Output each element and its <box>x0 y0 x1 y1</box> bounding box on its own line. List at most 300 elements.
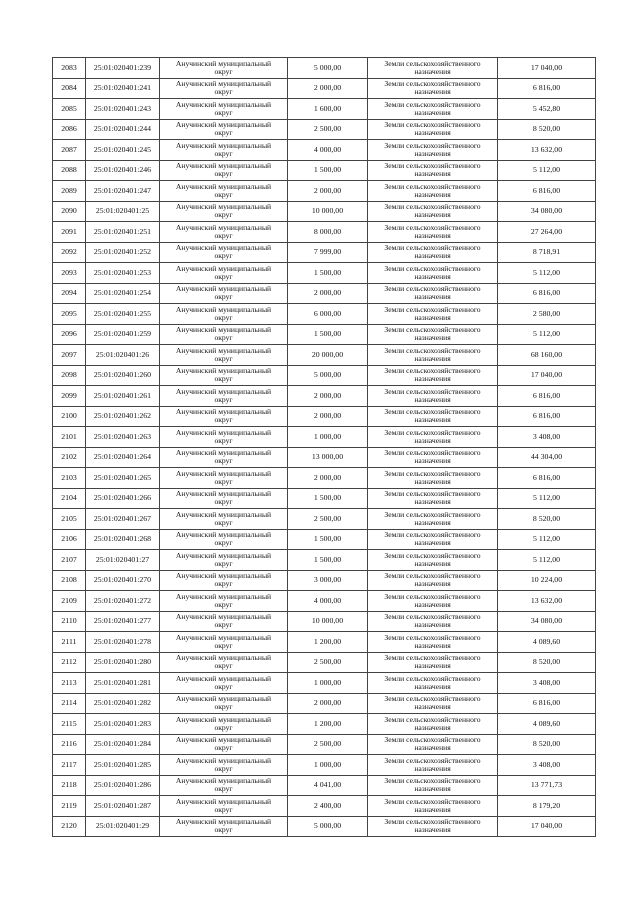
cadastral-value-cell: 6 816,00 <box>498 386 596 407</box>
row-number-cell: 2084 <box>53 78 86 99</box>
district-line-1: Анучинский муниципальный <box>175 140 272 150</box>
area-cell: 10 000,00 <box>288 611 368 632</box>
district-cell <box>160 632 288 653</box>
district-line-2: округ <box>214 415 233 425</box>
category-line-2: назначения <box>414 87 451 97</box>
district-line-2: округ <box>214 435 233 445</box>
category-line-2: назначения <box>414 517 451 527</box>
district-cell <box>160 324 288 345</box>
category-line-1: Земли сельскохозяйственного <box>384 386 481 396</box>
category-line-2: назначения <box>414 763 451 773</box>
cadastral-value-cell: 34 080,00 <box>498 201 596 222</box>
row-number-cell: 2115 <box>53 714 86 735</box>
district-line-2: округ <box>214 312 233 322</box>
table-row <box>53 468 596 489</box>
category-line-2: назначения <box>414 640 451 650</box>
row-number-cell: 2085 <box>53 99 86 120</box>
category-line-1: Земли сельскохозяйственного <box>384 755 481 765</box>
cadastral-number-cell: 25:01:020401:267 <box>86 509 160 530</box>
cadastral-value-cell: 6 816,00 <box>498 693 596 714</box>
cadastral-number-cell: 25:01:020401:26 <box>86 345 160 366</box>
row-number-cell: 2092 <box>53 242 86 263</box>
category-line-2: назначения <box>414 374 451 384</box>
land-category-cell <box>368 714 498 735</box>
row-number-cell: 2101 <box>53 427 86 448</box>
table-row <box>53 632 596 653</box>
district-cell <box>160 181 288 202</box>
district-line-2: округ <box>214 661 233 671</box>
district-cell <box>160 119 288 140</box>
land-category-cell <box>368 591 498 612</box>
area-cell: 4 041,00 <box>288 775 368 796</box>
category-line-2: назначения <box>414 681 451 691</box>
row-number-cell: 2089 <box>53 181 86 202</box>
cadastral-value-cell: 17 040,00 <box>498 365 596 386</box>
district-line-2: округ <box>214 804 233 814</box>
district-line-2: округ <box>214 271 233 281</box>
cadastral-value-cell: 10 224,00 <box>498 570 596 591</box>
category-line-1: Земли сельскохозяйственного <box>384 58 481 68</box>
cadastral-value-cell: 5 112,00 <box>498 488 596 509</box>
land-category-cell <box>368 611 498 632</box>
district-line-1: Анучинский муниципальный <box>175 366 272 376</box>
area-cell: 2 000,00 <box>288 468 368 489</box>
row-number-cell: 2103 <box>53 468 86 489</box>
table-row <box>53 714 596 735</box>
area-cell: 1 200,00 <box>288 714 368 735</box>
district-line-2: округ <box>214 825 233 835</box>
district-line-1: Анучинский муниципальный <box>175 468 272 478</box>
area-cell: 1 500,00 <box>288 529 368 550</box>
cadastral-number-cell: 25:01:020401:262 <box>86 406 160 427</box>
category-line-1: Земли сельскохозяйственного <box>384 181 481 191</box>
category-line-2: назначения <box>414 169 451 179</box>
land-category-cell <box>368 693 498 714</box>
district-cell <box>160 140 288 161</box>
cadastral-number-cell: 25:01:020401:239 <box>86 58 160 79</box>
cadastral-value-cell: 6 816,00 <box>498 181 596 202</box>
category-line-1: Земли сельскохозяйственного <box>384 673 481 683</box>
district-line-2: округ <box>214 702 233 712</box>
cadastral-number-cell: 25:01:020401:287 <box>86 796 160 817</box>
cadastral-value-cell: 8 179,20 <box>498 796 596 817</box>
district-line-1: Анучинский муниципальный <box>175 509 272 519</box>
land-plots-table <box>52 57 596 837</box>
district-cell <box>160 78 288 99</box>
cadastral-number-cell: 25:01:020401:255 <box>86 304 160 325</box>
row-number-cell: 2098 <box>53 365 86 386</box>
district-line-2: округ <box>214 476 233 486</box>
area-cell: 2 000,00 <box>288 406 368 427</box>
district-line-1: Анучинский муниципальный <box>175 448 272 458</box>
row-number-cell: 2087 <box>53 140 86 161</box>
table-row <box>53 242 596 263</box>
district-cell <box>160 242 288 263</box>
row-number-cell: 2097 <box>53 345 86 366</box>
area-cell: 5 000,00 <box>288 365 368 386</box>
cadastral-value-cell: 8 520,00 <box>498 734 596 755</box>
land-category-cell <box>368 181 498 202</box>
category-line-1: Земли сельскохозяйственного <box>384 653 481 663</box>
district-line-1: Анучинский муниципальный <box>175 243 272 253</box>
cadastral-number-cell: 25:01:020401:252 <box>86 242 160 263</box>
category-line-2: назначения <box>414 702 451 712</box>
cadastral-value-cell: 8 520,00 <box>498 652 596 673</box>
land-category-cell <box>368 140 498 161</box>
table-row <box>53 99 596 120</box>
district-cell <box>160 386 288 407</box>
cadastral-number-cell: 25:01:020401:268 <box>86 529 160 550</box>
district-line-1: Анучинский муниципальный <box>175 79 272 89</box>
land-category-cell <box>368 673 498 694</box>
area-cell: 1 500,00 <box>288 263 368 284</box>
district-line-1: Анучинский муниципальный <box>175 755 272 765</box>
table-body <box>53 58 596 837</box>
category-line-1: Земли сельскохозяйственного <box>384 304 481 314</box>
table-row <box>53 58 596 79</box>
district-line-1: Анучинский муниципальный <box>175 222 272 232</box>
category-line-1: Земли сельскохозяйственного <box>384 550 481 560</box>
category-line-1: Земли сельскохозяйственного <box>384 243 481 253</box>
row-number-cell: 2088 <box>53 160 86 181</box>
cadastral-number-cell: 25:01:020401:265 <box>86 468 160 489</box>
area-cell: 1 600,00 <box>288 99 368 120</box>
cadastral-number-cell: 25:01:020401:245 <box>86 140 160 161</box>
category-line-1: Земли сельскохозяйственного <box>384 591 481 601</box>
area-cell: 2 000,00 <box>288 693 368 714</box>
category-line-2: назначения <box>414 538 451 548</box>
district-cell <box>160 447 288 468</box>
cadastral-value-cell: 6 816,00 <box>498 406 596 427</box>
district-line-1: Анучинский муниципальный <box>175 284 272 294</box>
category-line-1: Земли сельскохозяйственного <box>384 530 481 540</box>
row-number-cell: 2109 <box>53 591 86 612</box>
category-line-1: Земли сельскохозяйственного <box>384 468 481 478</box>
district-cell <box>160 591 288 612</box>
area-cell: 1 000,00 <box>288 427 368 448</box>
category-line-2: назначения <box>414 148 451 158</box>
cadastral-value-cell: 44 304,00 <box>498 447 596 468</box>
area-cell: 5 000,00 <box>288 58 368 79</box>
cadastral-number-cell: 25:01:020401:260 <box>86 365 160 386</box>
table-row <box>53 119 596 140</box>
district-cell <box>160 529 288 550</box>
table-row <box>53 78 596 99</box>
category-line-2: назначения <box>414 415 451 425</box>
district-cell <box>160 304 288 325</box>
district-line-1: Анучинский муниципальный <box>175 161 272 171</box>
land-category-cell <box>368 734 498 755</box>
land-category-cell <box>368 406 498 427</box>
cadastral-number-cell: 25:01:020401:281 <box>86 673 160 694</box>
area-cell: 1 000,00 <box>288 755 368 776</box>
cadastral-value-cell: 8 520,00 <box>498 509 596 530</box>
cadastral-value-cell: 3 408,00 <box>498 673 596 694</box>
district-line-1: Анучинский муниципальный <box>175 530 272 540</box>
district-line-1: Анучинский муниципальный <box>175 58 272 68</box>
land-category-cell <box>368 119 498 140</box>
district-cell <box>160 160 288 181</box>
category-line-1: Земли сельскохозяйственного <box>384 735 481 745</box>
district-cell <box>160 755 288 776</box>
row-number-cell: 2083 <box>53 58 86 79</box>
table-row <box>53 693 596 714</box>
area-cell: 5 000,00 <box>288 816 368 837</box>
district-cell <box>160 58 288 79</box>
district-line-1: Анучинский муниципальный <box>175 120 272 130</box>
district-line-2: округ <box>214 87 233 97</box>
district-cell <box>160 222 288 243</box>
category-line-1: Земли сельскохозяйственного <box>384 448 481 458</box>
area-cell: 7 999,00 <box>288 242 368 263</box>
row-number-cell: 2096 <box>53 324 86 345</box>
table-row <box>53 488 596 509</box>
land-category-cell <box>368 78 498 99</box>
category-line-1: Земли сельскохозяйственного <box>384 161 481 171</box>
cadastral-value-cell: 13 632,00 <box>498 591 596 612</box>
cadastral-value-cell: 3 408,00 <box>498 427 596 448</box>
district-line-2: округ <box>214 374 233 384</box>
land-category-cell <box>368 509 498 530</box>
area-cell: 6 000,00 <box>288 304 368 325</box>
district-cell <box>160 99 288 120</box>
land-category-cell <box>368 550 498 571</box>
land-category-cell <box>368 652 498 673</box>
table-row <box>53 447 596 468</box>
district-line-1: Анучинский муниципальный <box>175 817 272 827</box>
district-line-1: Анучинский муниципальный <box>175 550 272 560</box>
cadastral-value-cell: 4 089,60 <box>498 714 596 735</box>
district-line-2: округ <box>214 230 233 240</box>
district-line-2: округ <box>214 579 233 589</box>
area-cell: 1 000,00 <box>288 673 368 694</box>
area-cell: 8 000,00 <box>288 222 368 243</box>
land-category-cell <box>368 755 498 776</box>
cadastral-value-cell: 6 816,00 <box>498 283 596 304</box>
district-cell <box>160 365 288 386</box>
area-cell: 2 000,00 <box>288 386 368 407</box>
district-cell <box>160 652 288 673</box>
district-line-1: Анучинский муниципальный <box>175 427 272 437</box>
area-cell: 2 500,00 <box>288 652 368 673</box>
district-line-1: Анучинский муниципальный <box>175 263 272 273</box>
district-line-2: округ <box>214 784 233 794</box>
district-line-2: округ <box>214 189 233 199</box>
category-line-1: Земли сельскохозяйственного <box>384 345 481 355</box>
category-line-1: Земли сельскохозяйственного <box>384 632 481 642</box>
table-row <box>53 365 596 386</box>
cadastral-number-cell: 25:01:020401:280 <box>86 652 160 673</box>
row-number-cell: 2110 <box>53 611 86 632</box>
district-line-2: округ <box>214 251 233 261</box>
district-line-2: округ <box>214 681 233 691</box>
district-line-2: округ <box>214 599 233 609</box>
area-cell: 1 500,00 <box>288 324 368 345</box>
category-line-1: Земли сельскохозяйственного <box>384 120 481 130</box>
land-category-cell <box>368 365 498 386</box>
district-cell <box>160 263 288 284</box>
district-cell <box>160 345 288 366</box>
category-line-2: назначения <box>414 599 451 609</box>
table-row <box>53 529 596 550</box>
land-category-cell <box>368 283 498 304</box>
cadastral-number-cell: 25:01:020401:285 <box>86 755 160 776</box>
area-cell: 1 500,00 <box>288 488 368 509</box>
category-line-1: Земли сельскохозяйственного <box>384 489 481 499</box>
table-row <box>53 201 596 222</box>
area-cell: 2 400,00 <box>288 796 368 817</box>
table-row <box>53 263 596 284</box>
row-number-cell: 2086 <box>53 119 86 140</box>
category-line-1: Земли сельскохозяйственного <box>384 284 481 294</box>
district-line-1: Анучинский муниципальный <box>175 304 272 314</box>
cadastral-number-cell: 25:01:020401:253 <box>86 263 160 284</box>
cadastral-number-cell: 25:01:020401:244 <box>86 119 160 140</box>
land-category-cell <box>368 386 498 407</box>
land-category-cell <box>368 447 498 468</box>
row-number-cell: 2100 <box>53 406 86 427</box>
district-cell <box>160 406 288 427</box>
category-line-1: Земли сельскохозяйственного <box>384 366 481 376</box>
cadastral-value-cell: 3 408,00 <box>498 755 596 776</box>
cadastral-value-cell: 17 040,00 <box>498 58 596 79</box>
row-number-cell: 2094 <box>53 283 86 304</box>
district-line-2: округ <box>214 333 233 343</box>
category-line-1: Земли сельскохозяйственного <box>384 817 481 827</box>
cadastral-number-cell: 25:01:020401:29 <box>86 816 160 837</box>
table-row <box>53 611 596 632</box>
row-number-cell: 2111 <box>53 632 86 653</box>
row-number-cell: 2108 <box>53 570 86 591</box>
land-category-cell <box>368 468 498 489</box>
district-line-2: округ <box>214 620 233 630</box>
table-row <box>53 570 596 591</box>
district-line-2: округ <box>214 292 233 302</box>
area-cell: 13 000,00 <box>288 447 368 468</box>
cadastral-value-cell: 5 112,00 <box>498 324 596 345</box>
district-line-1: Анучинский муниципальный <box>175 407 272 417</box>
district-line-1: Анучинский муниципальный <box>175 694 272 704</box>
district-line-2: округ <box>214 497 233 507</box>
table-row <box>53 734 596 755</box>
land-category-cell <box>368 58 498 79</box>
category-line-2: назначения <box>414 128 451 138</box>
area-cell: 3 000,00 <box>288 570 368 591</box>
area-cell: 20 000,00 <box>288 345 368 366</box>
land-category-cell <box>368 570 498 591</box>
land-category-cell <box>368 796 498 817</box>
category-line-2: назначения <box>414 579 451 589</box>
table-row <box>53 324 596 345</box>
district-cell <box>160 570 288 591</box>
row-number-cell: 2105 <box>53 509 86 530</box>
table-row <box>53 345 596 366</box>
cadastral-number-cell: 25:01:020401:266 <box>86 488 160 509</box>
land-category-cell <box>368 816 498 837</box>
cadastral-value-cell: 2 580,00 <box>498 304 596 325</box>
district-line-2: округ <box>214 517 233 527</box>
cadastral-value-cell: 6 816,00 <box>498 78 596 99</box>
cadastral-number-cell: 25:01:020401:282 <box>86 693 160 714</box>
land-category-cell <box>368 775 498 796</box>
district-line-1: Анучинский муниципальный <box>175 714 272 724</box>
cadastral-number-cell: 25:01:020401:284 <box>86 734 160 755</box>
district-line-2: округ <box>214 743 233 753</box>
table-row <box>53 160 596 181</box>
row-number-cell: 2106 <box>53 529 86 550</box>
area-cell: 2 000,00 <box>288 78 368 99</box>
category-line-2: назначения <box>414 292 451 302</box>
cadastral-value-cell: 5 112,00 <box>498 160 596 181</box>
district-line-1: Анучинский муниципальный <box>175 386 272 396</box>
cadastral-value-cell: 13 771,73 <box>498 775 596 796</box>
category-line-2: назначения <box>414 804 451 814</box>
cadastral-number-cell: 25:01:020401:27 <box>86 550 160 571</box>
row-number-cell: 2102 <box>53 447 86 468</box>
category-line-1: Земли сельскохозяйственного <box>384 99 481 109</box>
area-cell: 4 000,00 <box>288 140 368 161</box>
area-cell: 4 000,00 <box>288 591 368 612</box>
category-line-2: назначения <box>414 271 451 281</box>
table-row <box>53 550 596 571</box>
row-number-cell: 2090 <box>53 201 86 222</box>
category-line-2: назначения <box>414 435 451 445</box>
district-cell <box>160 693 288 714</box>
row-number-cell: 2107 <box>53 550 86 571</box>
cadastral-value-cell: 5 112,00 <box>498 529 596 550</box>
table-row <box>53 386 596 407</box>
row-number-cell: 2113 <box>53 673 86 694</box>
district-line-1: Анучинский муниципальный <box>175 591 272 601</box>
table-row <box>53 755 596 776</box>
row-number-cell: 2095 <box>53 304 86 325</box>
area-cell: 2 500,00 <box>288 119 368 140</box>
category-line-2: назначения <box>414 353 451 363</box>
category-line-2: назначения <box>414 189 451 199</box>
district-line-1: Анучинский муниципальный <box>175 735 272 745</box>
cadastral-number-cell: 25:01:020401:286 <box>86 775 160 796</box>
district-line-1: Анучинский муниципальный <box>175 571 272 581</box>
category-line-1: Земли сельскохозяйственного <box>384 571 481 581</box>
category-line-2: назначения <box>414 333 451 343</box>
table-row <box>53 140 596 161</box>
land-category-cell <box>368 345 498 366</box>
category-line-2: назначения <box>414 497 451 507</box>
category-line-2: назначения <box>414 661 451 671</box>
area-cell: 1 200,00 <box>288 632 368 653</box>
district-line-2: округ <box>214 148 233 158</box>
table-row <box>53 406 596 427</box>
district-line-1: Анучинский муниципальный <box>175 99 272 109</box>
cadastral-number-cell: 25:01:020401:277 <box>86 611 160 632</box>
area-cell: 2 000,00 <box>288 181 368 202</box>
category-line-2: назначения <box>414 620 451 630</box>
cadastral-number-cell: 25:01:020401:283 <box>86 714 160 735</box>
category-line-2: назначения <box>414 107 451 117</box>
table-row <box>53 775 596 796</box>
cadastral-value-cell: 68 160,00 <box>498 345 596 366</box>
category-line-2: назначения <box>414 743 451 753</box>
category-line-2: назначения <box>414 722 451 732</box>
district-cell <box>160 283 288 304</box>
cadastral-number-cell: 25:01:020401:270 <box>86 570 160 591</box>
cadastral-number-cell: 25:01:020401:243 <box>86 99 160 120</box>
table-row <box>53 283 596 304</box>
area-cell: 10 000,00 <box>288 201 368 222</box>
cadastral-number-cell: 25:01:020401:254 <box>86 283 160 304</box>
area-cell: 1 500,00 <box>288 550 368 571</box>
category-line-2: назначения <box>414 230 451 240</box>
